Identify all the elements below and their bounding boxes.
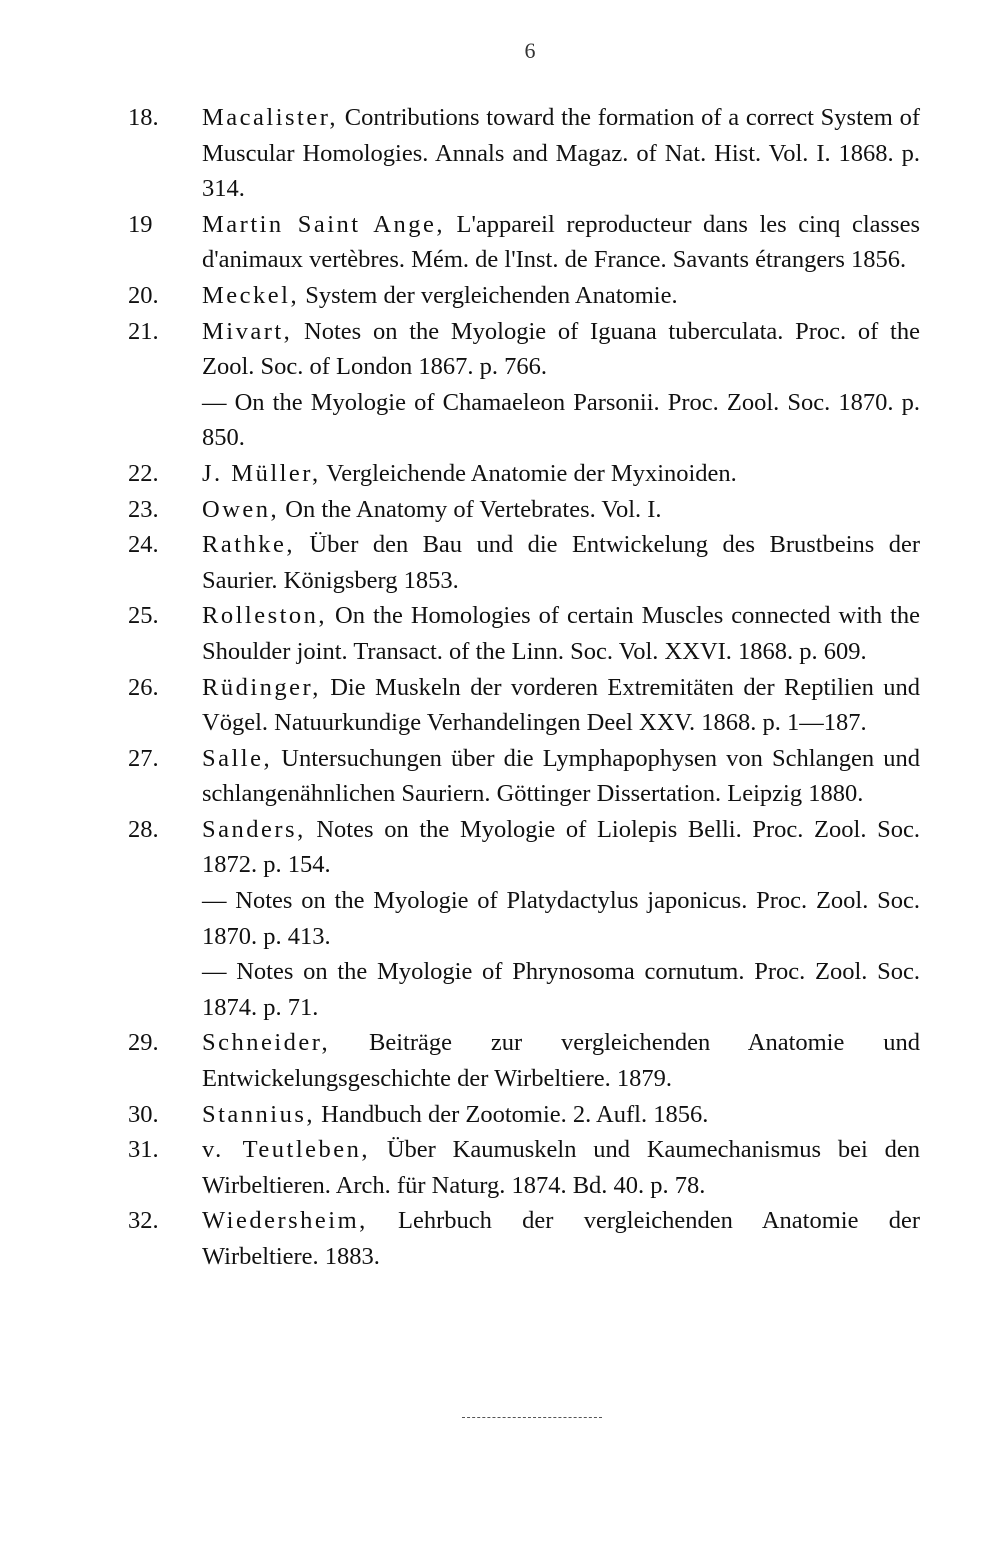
entry-author: J. Müller,: [202, 459, 321, 487]
reference-entry-25: [128, 598, 920, 669]
end-rule: [462, 1417, 602, 1418]
entry-text: Über Kaumuskeln und Kaumechanismus bei den Wirbeltieren. Arch. für Naturg. 1874. Bd. 40. p. 78.: [202, 1136, 920, 1199]
page-number: 6: [524, 38, 536, 63]
entry-text: Lehrbuch der vergleichenden Anatomie der Wirbeltiere. 1883.: [202, 1207, 920, 1270]
entry-text: On the Anatomy of Vertebrates. Vol. I.: [279, 495, 662, 523]
reference-entry-30: [128, 1097, 920, 1133]
entry-author: Wiedersheim,: [202, 1207, 368, 1235]
reference-entry-21: [128, 314, 920, 456]
reference-entry-29: [128, 1025, 920, 1096]
reference-entry-22: [128, 456, 920, 492]
entry-author: Rolleston,: [202, 602, 328, 630]
reference-entry-18: [128, 100, 920, 207]
entry-number: 20.: [128, 281, 159, 309]
reference-entry-31: [128, 1132, 920, 1203]
entry-text: Über den Bau und die Entwickelung des Brustbeins der Saurier. Königsberg 1853.: [202, 531, 920, 594]
entry-author: Martin Saint Ange,: [202, 210, 445, 238]
entry-author: Stannius,: [202, 1100, 316, 1128]
entry-number: 32.: [128, 1207, 159, 1235]
entry-number: 19: [128, 210, 153, 238]
entry-text: Untersuchungen über die Lymphapophysen von Schlangen und schlangenähnlichen Sauriern. Göttinger Dissertation. Leipzig 1880.: [202, 744, 920, 808]
reference-entry-23: [128, 492, 920, 528]
entry-number: 24.: [128, 531, 159, 559]
entry-author: Schneider,: [202, 1029, 331, 1057]
reference-entry-24: [128, 527, 920, 598]
entry-number: 28.: [128, 815, 159, 843]
entry-number: 31.: [128, 1136, 159, 1164]
reference-entry-32: [128, 1203, 920, 1274]
entry-author: Mivart,: [202, 317, 293, 345]
entry-author: Meckel,: [202, 281, 300, 309]
entry-text: Die Muskeln der vorderen Extremitäten der Reptilien und Vögel. Natuurkundige Verhandelingen Deel XXV. 1868. p. 1—187.: [202, 673, 920, 737]
entry-number: 21.: [128, 317, 159, 345]
entry-author: Owen,: [202, 495, 280, 523]
entry-text: Vergleichende Anatomie der Myxinoiden.: [320, 459, 737, 487]
reference-entry-27: [128, 741, 920, 812]
reference-entry-26: [128, 670, 920, 741]
entry-text: Notes on the Myologie of Iguana tuberculata. Proc. of the Zool. Soc. of London 1867. p. 766.: [202, 317, 920, 381]
entry-text: Handbuch der Zootomie. 2. Aufl. 1856.: [315, 1100, 709, 1128]
entry-author: Salle,: [202, 744, 273, 772]
entry-continuation: — Notes on the Myologie of Phrynosoma cornutum. Proc. Zool. Soc. 1874. p. 71.: [202, 958, 920, 1021]
entry-number: 27.: [128, 744, 159, 772]
entry-number: 25.: [128, 602, 159, 630]
entry-author: Rüdinger,: [202, 673, 321, 701]
entry-number: 26.: [128, 673, 159, 701]
entry-text: System der vergleichenden Anatomie.: [299, 281, 678, 309]
reference-entry-19: [128, 207, 920, 278]
entry-text: On the Homologies of certain Muscles connected with the Shoulder joint. Transact. of the Linn. Soc. Vol. XXVI. 1868. p. 609.: [202, 602, 920, 665]
entry-continuation: — On the Myologie of Chamaeleon Parsonii. Proc. Zool. Soc. 1870. p. 850.: [202, 388, 920, 452]
entry-text: Notes on the Myologie of Liolepis Belli. Proc. Zool. Soc. 1872. p. 154.: [202, 815, 920, 879]
entry-continuation: — Notes on the Myologie of Platydactylus japonicus. Proc. Zool. Soc. 1870. p. 413.: [202, 887, 920, 950]
entry-number: 22.: [128, 459, 159, 487]
entry-text: L'appareil reproducteur dans les cinq classes d'animaux vertèbres. Mém. de l'Inst. de France. Savants étrangers 1856.: [202, 210, 920, 274]
entry-number: 18.: [128, 104, 159, 131]
entry-author: Rathke,: [202, 531, 296, 559]
entry-number: 29.: [128, 1029, 159, 1057]
reference-entry-28: [128, 812, 920, 1026]
entry-author: Macalister,: [202, 104, 339, 131]
entry-number: 30.: [128, 1100, 159, 1128]
entry-number: 23.: [128, 495, 159, 523]
reference-entry-20: [128, 278, 920, 314]
entry-text: Beiträge zur vergleichenden Anatomie und Entwickelungsgeschichte der Wirbeltiere. 1879.: [202, 1029, 920, 1093]
entry-author: v. Teutleben,: [202, 1136, 371, 1164]
entry-text: Contributions toward the formation of a correct System of Muscular Homologies. Annals and Magaz. of Nat. Hist. Vol. I. 1868. p. 314.: [202, 104, 920, 203]
reference-list: [128, 100, 920, 1275]
entry-author: Sanders,: [202, 815, 306, 843]
